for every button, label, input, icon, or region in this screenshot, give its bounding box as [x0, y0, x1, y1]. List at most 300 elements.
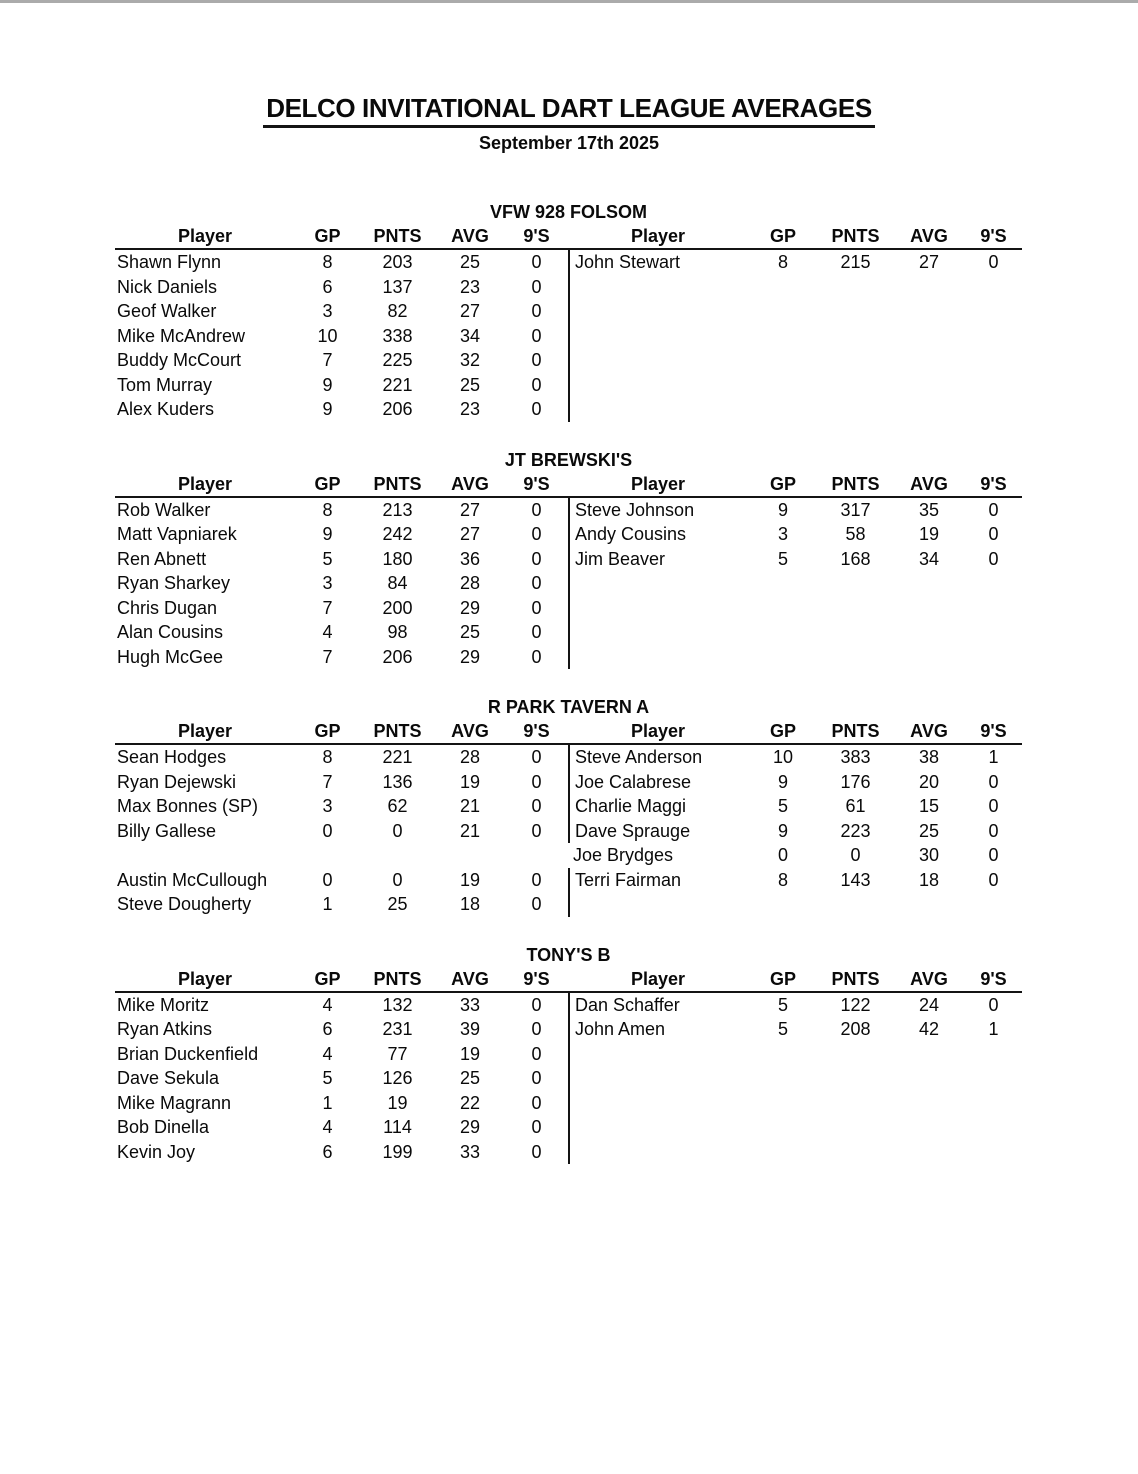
pnts-cell: 200: [382, 597, 413, 618]
nines-cell: 0: [531, 1141, 542, 1162]
column-header-pnts: PNTS: [373, 226, 422, 246]
nines-cell: 0: [988, 820, 999, 841]
player-cell: Dave Sprauge: [568, 819, 748, 844]
gp-cell: 9: [322, 374, 333, 395]
avg-cell: [893, 299, 965, 324]
table-row: [115, 299, 1022, 324]
gp-cell: 7: [322, 646, 333, 667]
pnts-cell: [818, 596, 893, 621]
nines-cell: 0: [531, 325, 542, 346]
avg-cell: 27: [459, 524, 481, 544]
gp-cell: [748, 596, 818, 621]
player-cell: Max Bonnes (SP): [117, 796, 259, 816]
pnts-cell: 221: [382, 747, 413, 767]
pnts-cell: [818, 571, 893, 596]
avg-cell: [893, 348, 965, 373]
player-cell: Andy Cousins: [568, 522, 748, 547]
player-cell: Ryan Sharkey: [117, 573, 231, 593]
player-cell: John Amen: [568, 1017, 748, 1042]
pnts-cell: 62: [387, 796, 408, 816]
avg-cell: 27: [459, 301, 481, 321]
nines-cell: [965, 324, 1022, 349]
pnts-cell: [818, 1091, 893, 1116]
window-edge-bar: [0, 0, 1138, 3]
page-date: September 17th 2025: [478, 133, 660, 153]
avg-cell: [893, 324, 965, 349]
table-row: [115, 1091, 1022, 1116]
nines-cell: 0: [531, 499, 542, 520]
pnts-cell: 168: [840, 548, 871, 569]
gp-cell: 9: [322, 524, 333, 544]
nines-cell: [965, 1066, 1022, 1091]
avg-cell: [893, 1091, 965, 1116]
avg-cell: 28: [459, 747, 481, 767]
gp-cell: [748, 1042, 818, 1067]
table-body: [115, 250, 1022, 422]
pnts-cell: 338: [382, 325, 413, 346]
avg-cell: 21: [459, 796, 481, 816]
column-header-avg: AVG: [910, 721, 948, 741]
table-row: [115, 819, 1022, 844]
nines-cell: 0: [531, 399, 542, 419]
avg-cell: [893, 571, 965, 596]
player-cell: Shawn Flynn: [117, 252, 222, 272]
nines-cell: 0: [531, 573, 542, 593]
nines-cell: 0: [531, 1092, 542, 1113]
player-cell: Alan Cousins: [117, 622, 224, 642]
gp-cell: [748, 373, 818, 398]
gp-cell: [748, 645, 818, 670]
table-row: [115, 1042, 1022, 1067]
table-row: [115, 275, 1022, 300]
table-row: [115, 547, 1022, 572]
column-header-player: Player: [177, 968, 233, 989]
gp-cell: 0: [777, 845, 788, 865]
player-cell: John Stewart: [568, 250, 748, 275]
player-cell: Geof Walker: [117, 301, 217, 321]
gp-cell: 5: [777, 994, 788, 1015]
table-row: [115, 868, 1022, 893]
player-cell: [568, 1140, 748, 1165]
gp-cell: 8: [777, 869, 788, 890]
nines-cell: [965, 1115, 1022, 1140]
pnts-cell: 206: [382, 399, 413, 419]
column-header-player: Player: [630, 721, 686, 741]
player-cell: Alex Kuders: [117, 399, 215, 419]
gp-cell: 1: [322, 894, 333, 914]
tables-area: [115, 200, 1022, 1164]
column-header-pnts: PNTS: [373, 968, 422, 989]
column-header-pnts: PNTS: [373, 473, 422, 494]
nines-cell: 0: [531, 747, 542, 767]
avg-cell: 29: [459, 597, 481, 618]
table-row: [115, 620, 1022, 645]
table-header-row: [115, 967, 1022, 993]
section-jt-brewskis: [115, 448, 1022, 670]
nines-cell: [965, 645, 1022, 670]
player-cell: Ryan Atkins: [117, 1019, 213, 1039]
pnts-cell: [818, 1042, 893, 1067]
gp-cell: [748, 324, 818, 349]
section-title: R PARK TAVERN A: [487, 697, 650, 717]
player-cell: Steve Dougherty: [117, 894, 252, 914]
player-cell: Rob Walker: [117, 499, 211, 520]
gp-cell: 8: [322, 747, 333, 767]
gp-cell: 10: [317, 325, 338, 346]
table-row: [115, 324, 1022, 349]
pnts-cell: 137: [382, 276, 413, 297]
avg-cell: 30: [918, 845, 940, 865]
column-header-pnts: PNTS: [831, 721, 880, 741]
player-cell: [568, 892, 748, 917]
column-header-player: Player: [630, 473, 686, 494]
avg-cell: 18: [459, 894, 481, 914]
table-row: [115, 571, 1022, 596]
pnts-cell: [818, 348, 893, 373]
table-row: [115, 843, 1022, 868]
pnts-cell: 221: [382, 374, 413, 395]
player-cell: Nick Daniels: [117, 276, 218, 297]
nines-cell: 0: [988, 771, 999, 792]
nines-cell: 0: [988, 524, 999, 544]
avg-cell: [893, 1066, 965, 1091]
section-title: TONY'S B: [526, 944, 611, 965]
table-row: [115, 250, 1022, 275]
player-cell: Austin McCullough: [117, 869, 268, 890]
player-cell: Buddy McCourt: [117, 350, 242, 370]
avg-cell: 18: [918, 869, 940, 890]
table-row: [115, 498, 1022, 523]
player-cell: [568, 348, 748, 373]
gp-cell: 9: [322, 399, 333, 419]
column-header-nines: 9'S: [523, 968, 550, 989]
nines-cell: 0: [531, 771, 542, 792]
gp-cell: [748, 620, 818, 645]
nines-cell: 0: [531, 548, 542, 569]
gp-cell: [748, 299, 818, 324]
nines-cell: 0: [988, 994, 999, 1015]
column-header-gp: GP: [769, 968, 796, 989]
gp-cell: 5: [322, 1068, 333, 1088]
player-cell: [115, 843, 295, 868]
nines-cell: 0: [531, 1117, 542, 1137]
pnts-cell: 126: [382, 1068, 413, 1088]
table-row: [115, 1017, 1022, 1042]
avg-cell: [893, 373, 965, 398]
nines-cell: 0: [988, 845, 999, 865]
nines-cell: 0: [988, 796, 999, 816]
table-row: [115, 1140, 1022, 1165]
gp-cell: 9: [777, 499, 788, 520]
player-cell: [568, 324, 748, 349]
column-header-avg: AVG: [910, 226, 948, 246]
column-header-gp: GP: [314, 721, 341, 741]
avg-cell: 19: [459, 869, 481, 890]
avg-cell: 33: [459, 994, 481, 1015]
gp-cell: [748, 1140, 818, 1165]
nines-cell: 0: [531, 646, 542, 667]
table-row: [115, 770, 1022, 795]
avg-cell: 23: [459, 276, 481, 297]
player-cell: Tom Murray: [117, 374, 213, 395]
pnts-cell: [818, 397, 893, 422]
player-cell: Ren Abnett: [117, 548, 207, 569]
table-row: [115, 348, 1022, 373]
column-header-avg: AVG: [451, 968, 489, 989]
nines-cell: [965, 892, 1022, 917]
gp-cell: [748, 571, 818, 596]
pnts-cell: [818, 275, 893, 300]
pnts-cell: 77: [387, 1043, 408, 1064]
gp-cell: 5: [322, 548, 333, 569]
avg-cell: [893, 892, 965, 917]
column-header-gp: GP: [769, 226, 796, 246]
avg-cell: 28: [459, 573, 481, 593]
gp-cell: 5: [777, 548, 788, 569]
nines-cell: [965, 571, 1022, 596]
player-cell: Kevin Joy: [117, 1141, 196, 1162]
pnts-cell: [818, 373, 893, 398]
column-header-avg: AVG: [451, 226, 489, 246]
pnts-cell: 0: [392, 869, 403, 890]
player-cell: Joe Brydges: [573, 845, 674, 865]
column-header-pnts: PNTS: [831, 226, 880, 246]
table-row: [115, 373, 1022, 398]
player-cell: Chris Dugan: [117, 597, 218, 618]
column-header-nines: 9'S: [980, 721, 1007, 741]
player-cell: Joe Calabrese: [568, 770, 748, 795]
nines-cell: 0: [531, 1019, 542, 1039]
avg-cell: 20: [918, 771, 940, 792]
column-header-nines: 9'S: [980, 473, 1007, 494]
nines-cell: 1: [988, 747, 999, 767]
pnts-cell: 0: [850, 845, 861, 865]
player-cell: [568, 397, 748, 422]
pnts-cell: 206: [382, 646, 413, 667]
gp-cell: 10: [772, 747, 794, 767]
gp-cell: 8: [322, 499, 333, 520]
section-r-park-tavern-a: [115, 695, 1022, 917]
avg-cell: 42: [918, 1019, 940, 1039]
pnts-cell: 208: [840, 1019, 871, 1039]
column-header-nines: 9'S: [980, 968, 1007, 989]
pnts-cell: 84: [387, 573, 408, 593]
pnts-cell: 180: [382, 548, 413, 569]
nines-cell: 0: [531, 994, 542, 1015]
gp-cell: 3: [322, 573, 333, 593]
nines-cell: 0: [531, 374, 542, 395]
gp-cell: 7: [322, 597, 333, 618]
player-cell: Sean Hodges: [117, 747, 227, 767]
table-row: [115, 522, 1022, 547]
table-header-row: [115, 719, 1022, 745]
gp-cell: 3: [322, 796, 333, 816]
column-header-player: Player: [177, 473, 233, 494]
avg-cell: [435, 843, 505, 868]
table-row: [115, 993, 1022, 1018]
nines-cell: [505, 843, 568, 868]
pnts-cell: [818, 892, 893, 917]
gp-cell: 8: [322, 252, 333, 272]
nines-cell: [965, 1091, 1022, 1116]
gp-cell: 0: [322, 869, 333, 890]
table-row: [115, 596, 1022, 621]
nines-cell: 0: [988, 252, 999, 272]
pnts-cell: 231: [382, 1019, 413, 1039]
pnts-cell: [818, 1140, 893, 1165]
column-header-avg: AVG: [910, 968, 948, 989]
avg-cell: 25: [459, 374, 481, 395]
gp-cell: 4: [322, 622, 333, 642]
nines-cell: [965, 275, 1022, 300]
pnts-cell: [818, 299, 893, 324]
gp-cell: 6: [322, 1019, 333, 1039]
pnts-cell: 114: [383, 1117, 412, 1137]
avg-cell: 34: [918, 548, 940, 569]
avg-cell: [893, 1115, 965, 1140]
table-header-row: [115, 472, 1022, 498]
pnts-cell: 383: [840, 747, 871, 767]
nines-cell: 0: [531, 869, 542, 890]
gp-cell: [748, 892, 818, 917]
avg-cell: 27: [459, 499, 481, 520]
avg-cell: 19: [918, 524, 940, 544]
avg-cell: 33: [459, 1141, 481, 1162]
pnts-cell: 203: [382, 252, 413, 272]
nines-cell: 0: [988, 869, 999, 890]
column-header-player: Player: [630, 968, 686, 989]
player-cell: Mike McAndrew: [117, 325, 246, 346]
avg-cell: 34: [459, 325, 481, 346]
player-cell: Jim Beaver: [568, 547, 748, 572]
pnts-cell: 223: [840, 820, 871, 841]
pnts-cell: [360, 843, 435, 868]
avg-cell: 32: [459, 350, 481, 370]
nines-cell: [965, 1140, 1022, 1165]
gp-cell: 6: [322, 276, 333, 297]
table-header-row: [115, 224, 1022, 250]
gp-cell: 5: [777, 1019, 788, 1039]
player-cell: Dan Schaffer: [568, 993, 748, 1018]
table-row: [115, 645, 1022, 670]
title-block: [0, 93, 1138, 128]
gp-cell: 9: [777, 771, 788, 792]
player-cell: Terri Fairman: [568, 868, 748, 893]
gp-cell: [748, 1091, 818, 1116]
player-cell: Mike Magrann: [117, 1092, 232, 1113]
avg-cell: 19: [459, 771, 481, 792]
gp-cell: 1: [322, 1092, 333, 1113]
player-cell: Steve Anderson: [568, 745, 748, 770]
table-body: [115, 745, 1022, 917]
player-cell: Charlie Maggi: [568, 794, 748, 819]
gp-cell: 8: [777, 252, 788, 272]
player-cell: Brian Duckenfield: [117, 1043, 259, 1064]
player-cell: [568, 299, 748, 324]
pnts-cell: 82: [387, 301, 408, 321]
column-header-gp: GP: [314, 226, 341, 246]
avg-cell: [893, 596, 965, 621]
gp-cell: 0: [322, 820, 333, 841]
avg-cell: 36: [459, 548, 481, 569]
gp-cell: [748, 348, 818, 373]
pnts-cell: 25: [387, 894, 408, 914]
player-cell: Mike Moritz: [117, 994, 210, 1015]
nines-cell: 0: [531, 350, 542, 370]
pnts-cell: [818, 620, 893, 645]
column-header-pnts: PNTS: [831, 473, 880, 494]
pnts-cell: 215: [840, 252, 871, 272]
pnts-cell: 132: [382, 994, 413, 1015]
gp-cell: [748, 275, 818, 300]
page-title: DELCO INVITATIONAL DART LEAGUE AVERAGES: [263, 93, 875, 128]
avg-cell: [893, 275, 965, 300]
nines-cell: 0: [988, 548, 999, 569]
column-header-nines: 9'S: [523, 226, 550, 246]
gp-cell: [748, 397, 818, 422]
nines-cell: [965, 1042, 1022, 1067]
section-tonys-b: [115, 943, 1022, 1165]
gp-cell: [748, 1115, 818, 1140]
avg-cell: [893, 1042, 965, 1067]
column-header-avg: AVG: [451, 473, 489, 494]
avg-cell: 19: [459, 1043, 481, 1064]
player-cell: Bob Dinella: [117, 1117, 210, 1137]
nines-cell: 1: [988, 1019, 999, 1039]
nines-cell: 0: [531, 252, 542, 272]
gp-cell: 7: [322, 771, 333, 792]
nines-cell: [965, 397, 1022, 422]
nines-cell: [965, 596, 1022, 621]
section-title: JT BREWSKI'S: [504, 449, 633, 470]
player-cell: Dave Sekula: [117, 1068, 220, 1088]
avg-cell: 21: [459, 820, 481, 841]
nines-cell: 0: [531, 820, 542, 841]
gp-cell: 3: [777, 524, 788, 544]
table-row: [115, 794, 1022, 819]
pnts-cell: 136: [382, 771, 413, 792]
column-header-avg: AVG: [910, 473, 948, 494]
avg-cell: [893, 397, 965, 422]
pnts-cell: 122: [840, 994, 871, 1015]
pnts-cell: [818, 1115, 893, 1140]
gp-cell: 5: [777, 796, 788, 816]
table-row: [115, 892, 1022, 917]
avg-cell: 22: [459, 1092, 481, 1113]
avg-cell: [893, 1140, 965, 1165]
table-row: [115, 1066, 1022, 1091]
column-header-pnts: PNTS: [373, 721, 422, 741]
player-cell: Hugh McGee: [117, 646, 224, 667]
player-cell: Ryan Dejewski: [117, 771, 237, 792]
player-cell: [568, 1042, 748, 1067]
player-cell: [568, 620, 748, 645]
avg-cell: 27: [918, 252, 940, 272]
nines-cell: 0: [531, 894, 542, 914]
table-row: [115, 745, 1022, 770]
nines-cell: 0: [531, 524, 542, 544]
nines-cell: [965, 373, 1022, 398]
column-header-nines: 9'S: [980, 226, 1007, 246]
section-title: VFW 928 FOLSOM: [489, 202, 648, 222]
gp-cell: 9: [777, 820, 788, 841]
table-body: [115, 498, 1022, 670]
section-vfw-928-folsom: [115, 200, 1022, 422]
gp-cell: 7: [322, 350, 333, 370]
player-cell: [568, 275, 748, 300]
pnts-cell: [818, 1066, 893, 1091]
column-header-nines: 9'S: [523, 473, 550, 494]
